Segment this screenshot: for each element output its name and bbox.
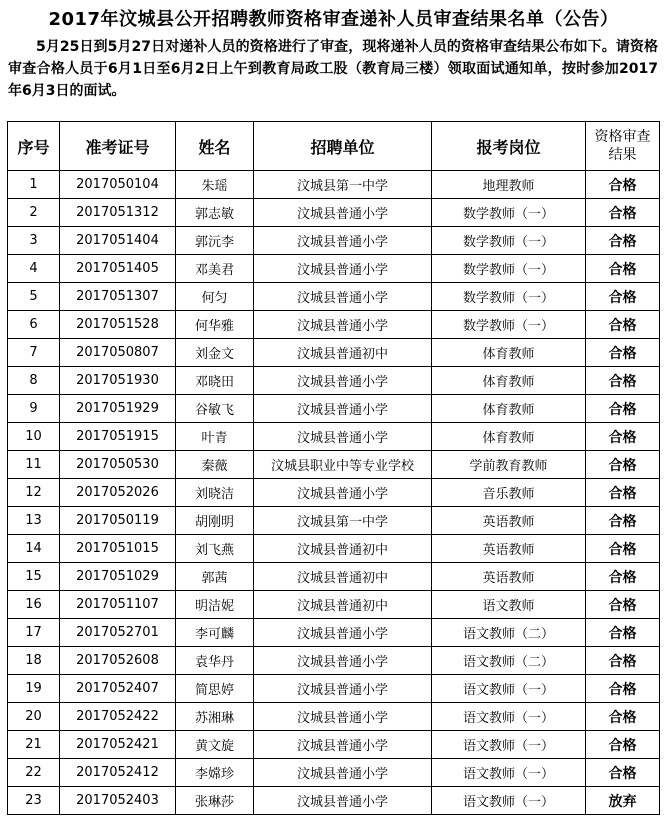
cell-result: 合格 — [586, 199, 660, 227]
cell-result: 合格 — [586, 759, 660, 787]
cell-post: 数学教师（一） — [432, 227, 586, 255]
cell-ticket: 2017050530 — [60, 451, 176, 479]
table-row — [8, 479, 660, 507]
cell-no: 20 — [8, 703, 60, 731]
cell-name: 秦薇 — [176, 451, 254, 479]
table-row — [8, 619, 660, 647]
cell-unit: 汶城县普通小学 — [254, 423, 432, 451]
table-row — [8, 703, 660, 731]
table-row — [8, 759, 660, 787]
cell-unit: 汶城县普通小学 — [254, 647, 432, 675]
cell-post: 体育教师 — [432, 339, 586, 367]
cell-post: 英语教师 — [432, 535, 586, 563]
cell-post: 音乐教师 — [432, 479, 586, 507]
cell-name: 郭志敏 — [176, 199, 254, 227]
cell-name: 何华雅 — [176, 311, 254, 339]
cell-name: 简思婷 — [176, 675, 254, 703]
cell-result: 合格 — [586, 283, 660, 311]
cell-unit: 汶城县普通小学 — [254, 395, 432, 423]
cell-result: 合格 — [586, 311, 660, 339]
cell-name: 邓晓田 — [176, 367, 254, 395]
table-row — [8, 199, 660, 227]
cell-no: 4 — [8, 255, 60, 283]
cell-result: 放弃 — [586, 787, 660, 815]
header-result-line2: 结果 — [608, 147, 637, 163]
cell-unit: 汶城县普通小学 — [254, 367, 432, 395]
cell-result: 合格 — [586, 507, 660, 535]
table-row — [8, 311, 660, 339]
cell-ticket: 2017052412 — [60, 759, 176, 787]
cell-post: 数学教师（一） — [432, 255, 586, 283]
cell-post: 数学教师（一） — [432, 283, 586, 311]
cell-ticket: 2017052026 — [60, 479, 176, 507]
cell-name: 胡刚明 — [176, 507, 254, 535]
cell-no: 12 — [8, 479, 60, 507]
table-row — [8, 507, 660, 535]
table-row — [8, 171, 660, 199]
cell-result: 合格 — [586, 255, 660, 283]
cell-no: 16 — [8, 591, 60, 619]
cell-name: 苏湘琳 — [176, 703, 254, 731]
cell-result: 合格 — [586, 591, 660, 619]
cell-post: 数学教师（一） — [432, 311, 586, 339]
cell-no: 11 — [8, 451, 60, 479]
cell-no: 14 — [8, 535, 60, 563]
cell-post: 体育教师 — [432, 367, 586, 395]
cell-unit: 汶城县普通小学 — [254, 787, 432, 815]
cell-unit: 汶城县第一中学 — [254, 171, 432, 199]
cell-post: 体育教师 — [432, 395, 586, 423]
table-row — [8, 731, 660, 759]
table-row — [8, 395, 660, 423]
cell-ticket: 2017052701 — [60, 619, 176, 647]
cell-ticket: 2017050807 — [60, 339, 176, 367]
cell-name: 李嫦珍 — [176, 759, 254, 787]
cell-unit: 汶城县第一中学 — [254, 507, 432, 535]
cell-unit: 汶城县普通小学 — [254, 479, 432, 507]
cell-no: 15 — [8, 563, 60, 591]
cell-no: 8 — [8, 367, 60, 395]
table-row — [8, 227, 660, 255]
table-row — [8, 591, 660, 619]
cell-name: 张琳莎 — [176, 787, 254, 815]
cell-result: 合格 — [586, 395, 660, 423]
cell-post: 语文教师（二） — [432, 619, 586, 647]
cell-result: 合格 — [586, 619, 660, 647]
table-row — [8, 647, 660, 675]
cell-ticket: 2017052608 — [60, 647, 176, 675]
cell-ticket: 2017052421 — [60, 731, 176, 759]
cell-unit: 汶城县普通小学 — [254, 675, 432, 703]
cell-ticket: 2017052403 — [60, 787, 176, 815]
cell-no: 10 — [8, 423, 60, 451]
cell-post: 语文教师（二） — [432, 647, 586, 675]
cell-unit: 汶城县普通小学 — [254, 703, 432, 731]
cell-result: 合格 — [586, 731, 660, 759]
cell-result: 合格 — [586, 535, 660, 563]
cell-name: 刘晓洁 — [176, 479, 254, 507]
cell-result: 合格 — [586, 703, 660, 731]
table-row — [8, 283, 660, 311]
cell-no: 7 — [8, 339, 60, 367]
cell-unit: 汶城县普通小学 — [254, 731, 432, 759]
cell-result: 合格 — [586, 675, 660, 703]
header-no: 序号 — [8, 122, 60, 171]
document-title: 2017年汶城县公开招聘教师资格审查递补人员审查结果名单（公告） — [48, 9, 619, 30]
cell-ticket: 2017051930 — [60, 367, 176, 395]
cell-result: 合格 — [586, 423, 660, 451]
cell-result: 合格 — [586, 451, 660, 479]
cell-ticket: 2017052407 — [60, 675, 176, 703]
cell-post: 地理教师 — [432, 171, 586, 199]
cell-name: 郭沅李 — [176, 227, 254, 255]
cell-name: 朱瑶 — [176, 171, 254, 199]
cell-unit: 汶城县普通小学 — [254, 227, 432, 255]
cell-ticket: 2017051015 — [60, 535, 176, 563]
table-row — [8, 451, 660, 479]
results-table — [7, 121, 660, 815]
cell-name: 邓美君 — [176, 255, 254, 283]
cell-name: 黄文旋 — [176, 731, 254, 759]
cell-ticket: 2017051404 — [60, 227, 176, 255]
cell-unit: 汶城县普通小学 — [254, 759, 432, 787]
cell-unit: 汶城县普通小学 — [254, 311, 432, 339]
cell-name: 袁华丹 — [176, 647, 254, 675]
cell-ticket: 2017051107 — [60, 591, 176, 619]
cell-post: 英语教师 — [432, 563, 586, 591]
table-row — [8, 535, 660, 563]
header-ticket: 准考证号 — [60, 122, 176, 171]
header-post: 报考岗位 — [432, 122, 586, 171]
cell-result: 合格 — [586, 367, 660, 395]
cell-post: 语文教师（一） — [432, 787, 586, 815]
cell-ticket: 2017051929 — [60, 395, 176, 423]
cell-post: 英语教师 — [432, 507, 586, 535]
cell-unit: 汶城县普通小学 — [254, 619, 432, 647]
cell-name: 刘金文 — [176, 339, 254, 367]
notice-paragraph: 5月25日到5月27日对递补人员的资格进行了审查，现将递补人员的资格审查结果公布如下。请资格审查合格人员于6月1日至6月2日上午到教育局政工股（教育局三楼）领取面试通知单，按时参加2017年6月3日的面试。 — [8, 39, 658, 99]
cell-unit: 汶城县普通小学 — [254, 199, 432, 227]
table-row — [8, 255, 660, 283]
cell-unit: 汶城县普通初中 — [254, 591, 432, 619]
table-row — [8, 675, 660, 703]
cell-ticket: 2017051312 — [60, 199, 176, 227]
cell-no: 23 — [8, 787, 60, 815]
cell-unit: 汶城县普通初中 — [254, 535, 432, 563]
table-row — [8, 339, 660, 367]
cell-ticket: 2017051915 — [60, 423, 176, 451]
cell-post: 学前教育教师 — [432, 451, 586, 479]
header-result-line1: 资格审查 — [594, 129, 651, 145]
cell-ticket: 2017051307 — [60, 283, 176, 311]
cell-no: 2 — [8, 199, 60, 227]
table-row — [8, 787, 660, 815]
cell-result: 合格 — [586, 479, 660, 507]
cell-no: 21 — [8, 731, 60, 759]
cell-name: 郭茜 — [176, 563, 254, 591]
cell-name: 谷敏飞 — [176, 395, 254, 423]
cell-name: 明洁妮 — [176, 591, 254, 619]
cell-no: 19 — [8, 675, 60, 703]
cell-name: 李可麟 — [176, 619, 254, 647]
cell-no: 5 — [8, 283, 60, 311]
cell-no: 13 — [8, 507, 60, 535]
cell-result: 合格 — [586, 563, 660, 591]
cell-ticket: 2017051405 — [60, 255, 176, 283]
cell-post: 体育教师 — [432, 423, 586, 451]
cell-result: 合格 — [586, 171, 660, 199]
header-result — [586, 122, 660, 171]
cell-name: 刘飞燕 — [176, 535, 254, 563]
cell-post: 语文教师（一） — [432, 759, 586, 787]
cell-post: 语文教师 — [432, 591, 586, 619]
table-body — [8, 171, 660, 815]
table-row — [8, 367, 660, 395]
cell-ticket: 2017050119 — [60, 507, 176, 535]
header-unit: 招聘单位 — [254, 122, 432, 171]
cell-no: 6 — [8, 311, 60, 339]
header-name: 姓名 — [176, 122, 254, 171]
cell-ticket: 2017052422 — [60, 703, 176, 731]
cell-ticket: 2017051528 — [60, 311, 176, 339]
cell-post: 语文教师（一） — [432, 675, 586, 703]
cell-unit: 汶城县普通初中 — [254, 339, 432, 367]
cell-post: 语文教师（一） — [432, 731, 586, 759]
cell-result: 合格 — [586, 339, 660, 367]
cell-ticket: 2017051029 — [60, 563, 176, 591]
cell-unit: 汶城县职业中等专业学校 — [254, 451, 432, 479]
cell-unit: 汶城县普通初中 — [254, 563, 432, 591]
cell-result: 合格 — [586, 227, 660, 255]
cell-no: 9 — [8, 395, 60, 423]
cell-name: 何匀 — [176, 283, 254, 311]
cell-no: 17 — [8, 619, 60, 647]
cell-post: 数学教师（一） — [432, 199, 586, 227]
cell-ticket: 2017050104 — [60, 171, 176, 199]
cell-post: 语文教师（一） — [432, 703, 586, 731]
cell-unit: 汶城县普通小学 — [254, 283, 432, 311]
cell-name: 叶青 — [176, 423, 254, 451]
cell-no: 22 — [8, 759, 60, 787]
table-header-row — [8, 122, 660, 171]
table-row — [8, 423, 660, 451]
cell-unit: 汶城县普通小学 — [254, 255, 432, 283]
cell-no: 18 — [8, 647, 60, 675]
cell-no: 3 — [8, 227, 60, 255]
table-row — [8, 563, 660, 591]
cell-result: 合格 — [586, 647, 660, 675]
cell-no: 1 — [8, 171, 60, 199]
